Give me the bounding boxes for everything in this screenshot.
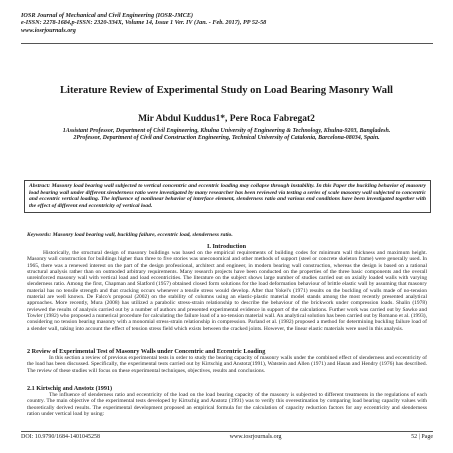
affiliation-2: 2Professor, Department of Civil and Construction Engineering, Technical University of Catalonia, Barcelona-08034, Spain. — [73, 135, 380, 142]
journal-website[interactable]: www.iosrjournals.org — [21, 26, 76, 34]
journal-issn: e-ISSN: 2278-1684,p-ISSN: 2320-334X, Volume 14, Issue 1 Ver. IV (Jan. - Feb. 2017), PP 52-58 — [21, 19, 267, 27]
footer-doi: DOI: 10.9790/1684-1401045258 — [21, 434, 100, 440]
footer-divider — [21, 431, 433, 432]
keywords — [27, 232, 426, 238]
journal-header — [21, 12, 266, 34]
header-divider — [21, 43, 433, 44]
footer-page-number: 52 | Page — [411, 434, 433, 440]
section-2-1-text: The influence of slenderness ratio and eccentricity of the load on the load bearing capacity of the masonry is subjected to different treatments in the regulations of each country. The main objective of the experimental tests developed by Kirtschig and Anstotz (1991) was to verify this overestimation by comparing load bearing capacity values with theoretically derived results. The experimental development proposed an empirical formula for the calculation of capacity reduction factors for any eccentricity and slenderness ration under vertical load by using: — [27, 392, 427, 417]
journal-name: IOSR Journal of Mechanical and Civil Engineering (IOSR-JMCE) — [21, 12, 194, 19]
keywords-text: Masonry load bearing wall, buckling failure, eccentric load, slenderness ratio. — [52, 232, 233, 238]
section-2-text: In this section a review of previous experimental tests in order to study the bearing capacity of masonry walls under the combined effect of slenderness and eccentricity of the load has been discussed. Specifically, the experimental tests carried out by Kirtschig and Anstotz(1991), Watstein and Allen (1971) and Hasan and Hendry (1976) has described. The review of these studies will focus on these experimental techniques, objectives, results and conclusions. — [27, 355, 427, 374]
footer-website[interactable]: www.iosrjournals.org — [229, 434, 282, 440]
affiliation-1: 1Assistant Professor, Department of Civil Engineering, Khulna University of Engineering & Technology, Khulna-9203, Bangladesh. — [62, 128, 391, 134]
keywords-label: Keywords: — [27, 232, 52, 238]
author-list: Mir Abdul Kuddus1*, Pere Roca Fabregat2 — [138, 114, 315, 124]
paper-title: Literature Review of Experimental Study on Load Bearing Masonry Wall — [59, 85, 393, 96]
section-1-text: Historically, the structural design of masonry buildings was based on the empirical requirements of building codes for minimum wall thickness and maximum height. Masonry wall construction for buildings higher than three to five stories was uneconomical and other methods of support (steel or concrete skeleton frame) were generally used. In 1965, there was a renewed interest on the part of the design professional, architect and engineer, in modern bearing wall construction, whereas the design is based on a rational structural analysis rather than on outmoded arbitrary requirements. Many research projects have been conducted on the properties of the three basic components and the overall unreinforced masonry wall with vertical load and load eccentricities. The literature on the subject shows large number of studies carried out on axially loaded walls with varying slenderness ratio. Among the first, Chapman and Slatford (1957) obtained closed form solutions for the load deformation behaviour of brittle elastic wall by assuming that masonry material has no tensile strength and that cracking occurs whenever a tensile stress would develop. After that Yokel's (1971) results on the buckling of walls made of no-tension material are well known. De Falco's proposal (2002) on the stability of columns using an elastic-plastic material model stands among the most recently presented analytical approaches. More recently, Mura (2008) has utilized a parabolic stress-strain relationship to describe the behaviour of the brickwork under compression loads. Shalin (1978) reviewed the results of analysis carried out by a number of authors and presented experimental evidence in support of the calculations. Further work was carried out by Sawko and Towler (1982) who proposed a numerical procedure for calculating the failure load of a no-tension material wall. An analytical solution has been carried out by Romano et al. (1993), considering no tension bearing masonry with a monomial stress-strain relationship in compression. Parland et al. (1982) proposed a method for determining buckling failure load of a slender wall, taking into account the effect of tension stress field which exists between the cracked joints. However, the linear elastic materials were used in this analysis. — [27, 250, 427, 332]
affiliations — [34, 128, 419, 142]
page-footer — [21, 434, 433, 440]
section-2-1-heading: 2.1 Kirtschig and Anstotz (1991) — [27, 385, 113, 392]
abstract-text: Masonry load bearing wall subjected to vertical concentric and eccentric loading may collapse through instability. In this Paper the buckling behavior of masonry load bearing wall under different slenderness ratio were investigated by many researcher has been reviewed via testing a series of scale masonry wall subjected to concentric and eccentric vertical loading. The influence of nonlinear behavior of interface element, slenderness ratio and various end conditions have been investigated together with the effect of different end eccentricity of vertical load. — [29, 183, 426, 210]
abstract-label: Abstract: — [29, 183, 51, 189]
section-2-heading: 2 Review of Experimental Test of Masonry Walls under Concentric and Eccentric Loading — [27, 348, 266, 355]
abstract-box — [24, 180, 431, 213]
section-1-heading: I. Introduction — [206, 243, 247, 250]
